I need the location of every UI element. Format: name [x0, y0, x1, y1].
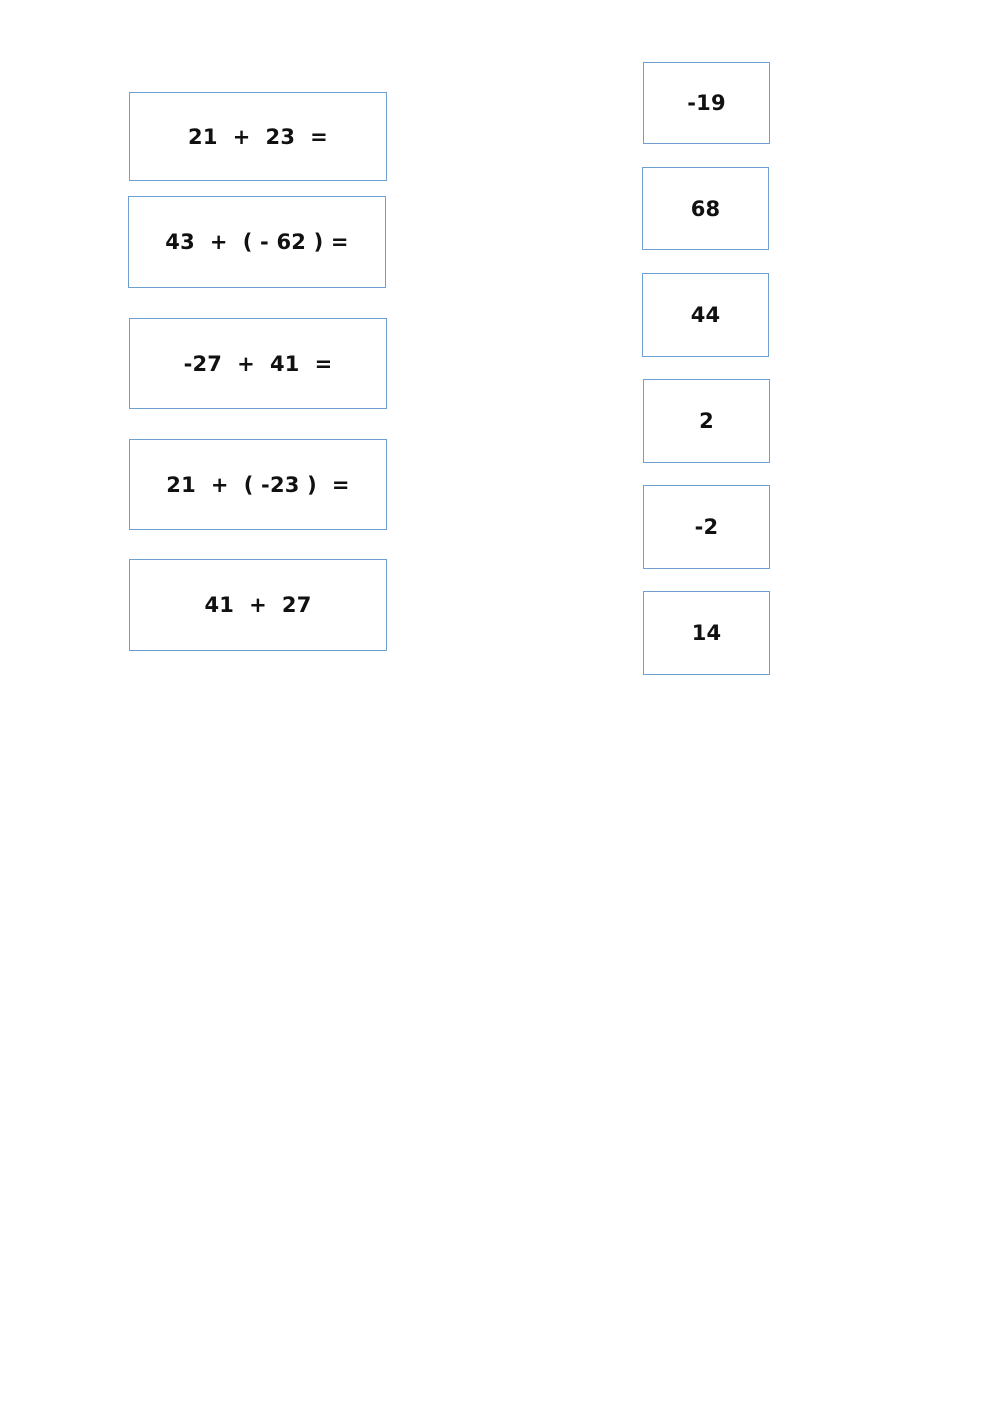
answer-text: 44	[690, 303, 721, 327]
equation-card-1[interactable]	[129, 92, 387, 181]
answer-text: -2	[694, 515, 719, 539]
answer-text: 68	[690, 196, 721, 221]
equation-text: 21 + ( -23 ) =	[166, 472, 350, 497]
answer-card-1[interactable]	[643, 62, 770, 144]
answer-card-5[interactable]	[643, 485, 770, 569]
equation-card-3[interactable]	[129, 318, 387, 409]
answer-text: -19	[687, 91, 726, 115]
answer-card-2[interactable]	[642, 167, 769, 250]
answer-text: 14	[691, 621, 722, 645]
equation-text: -27 + 41 =	[183, 351, 333, 376]
equation-text: 41 + 27	[204, 593, 312, 617]
answer-text: 2	[699, 409, 714, 433]
answer-card-4[interactable]	[643, 379, 770, 463]
equation-card-5[interactable]	[129, 559, 387, 651]
equation-card-2[interactable]	[128, 196, 386, 288]
answer-card-6[interactable]	[643, 591, 770, 675]
equation-text: 21 + 23 =	[188, 124, 328, 149]
equation-text: 43 + ( - 62 ) =	[165, 230, 349, 254]
equation-card-4[interactable]	[129, 439, 387, 530]
answer-card-3[interactable]	[642, 273, 769, 357]
